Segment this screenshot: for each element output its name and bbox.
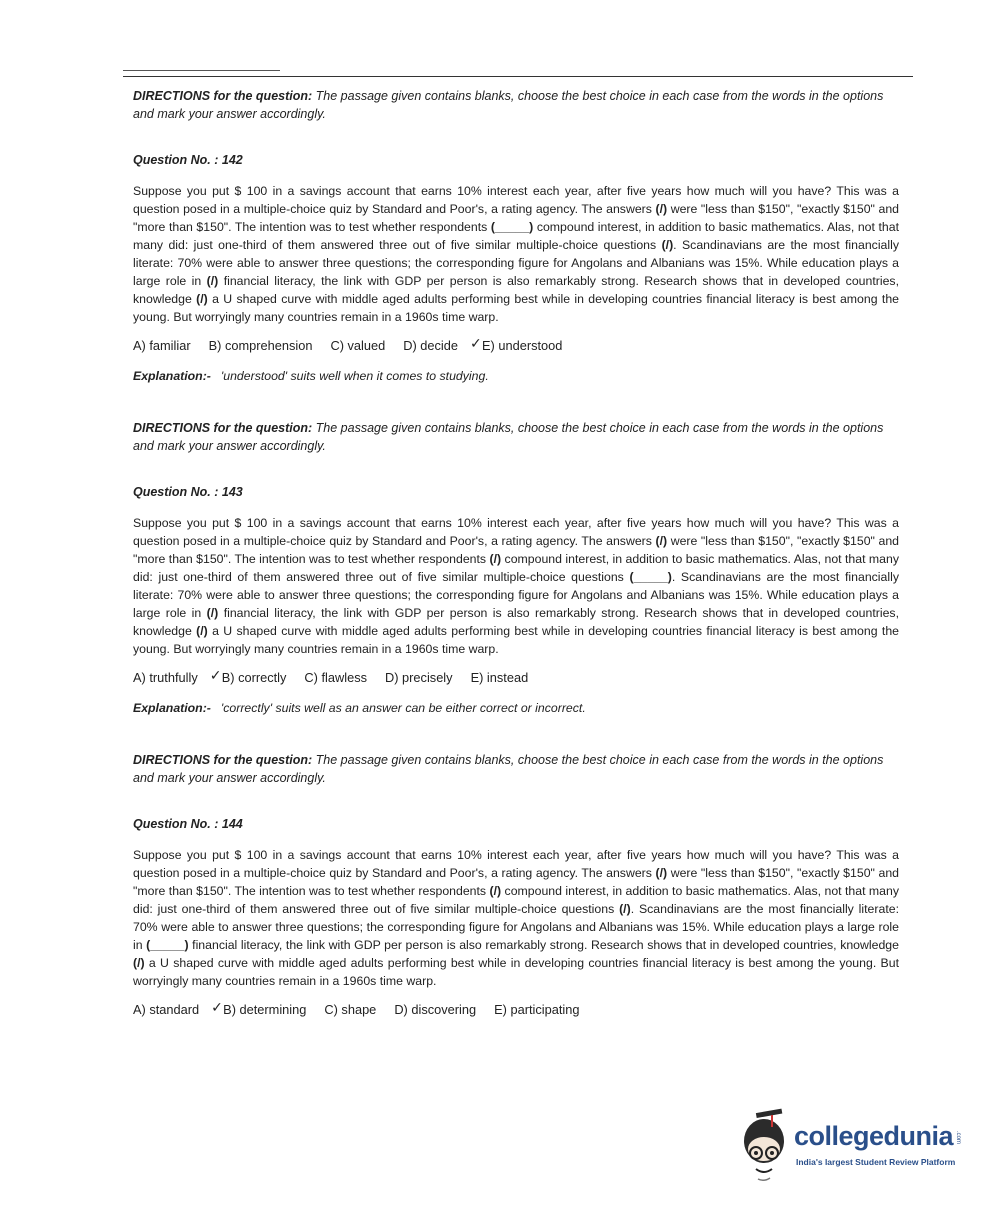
option-label: A) familiar [133,338,191,353]
active-blank: (_____) [146,938,189,952]
answer-option [494,1002,579,1017]
option-label: B) correctly [221,670,287,685]
active-blank: (_____) [629,570,672,584]
answer-option [133,670,198,685]
passage-text: were "less than $150", "exactly $150" and "more than $150". The intention was to test whether respondents [133,534,899,566]
passage-text: a U shaped curve with middle aged adults performing best while in developing countries financial literacy is best among the young. But worryingly many countries remain in a 1960s time warp. [133,956,899,988]
question-block [133,419,899,715]
logo-wordmark: collegedunia [794,1121,954,1151]
answer-options [133,667,899,685]
passage-text: a U shaped curve with middle aged adults performing best while in developing countries financial literacy is best among the young. But worryingly many countries remain in a 1960s time warp. [133,624,899,656]
question-list [133,87,899,1017]
passage-text: . Scandinavians are the most financially literate: 70% were able to answer three questions; the corresponding figure for Angolans and Albanians was 15%. While education plays a large role in [133,570,899,620]
passage-text: financial literacy, the link with GDP per person is also remarkably strong. Research shows that in developed countries, knowledge [188,938,899,952]
answer-option [394,1002,476,1017]
passage-text: were "less than $150", "exactly $150" and "more than $150". The intention was to test whether respondents [133,202,899,234]
blank-marker: (/) [206,606,219,620]
blank-marker: (/) [196,624,208,638]
blank-marker: (/) [196,292,208,306]
question-passage [133,846,899,990]
option-label: B) determining [223,1002,307,1017]
passage-text: a U shaped curve with middle aged adults performing best while in developing countries financial literacy is best among the young. But worryingly many countries remain in a 1960s time warp. [133,292,899,324]
answer-option [133,338,191,353]
passage-text: Suppose you put $ 100 in a savings account that earns 10% interest each year, after five years how much will you have? This was a question posed in a multiple-choice quiz by Standard and Poor's, a rating agency. The answers [133,184,899,216]
blank-marker: (/) [133,956,145,970]
question-number: Question No. : 143 [133,485,243,499]
correct-option [209,667,287,685]
correct-option [211,999,307,1017]
passage-text: compound interest, in addition to basic mathematics. Alas, not that many did: just one-third of them answered three out of five similar multiple-choice questions [133,552,900,584]
directions-label: DIRECTIONS for the question: [133,421,313,435]
option-label: B) comprehension [208,338,313,353]
passage-text: . Scandinavians are the most financially literate: 70% were able to answer three questions; the corresponding figure for Angolans and Albanians was 15%. While education plays a large role in [133,238,900,288]
blank-marker: (/) [206,274,219,288]
passage-text: compound interest, in addition to basic mathematics. Alas, not that many did: just one-third of them answered three out of five similar multiple-choice questions [133,884,900,916]
option-label: C) flawless [304,670,367,685]
mascot-icon [738,1107,798,1187]
blank-marker: (/) [655,534,668,548]
directions-body: The passage given contains blanks, choose the best choice in each case from the words in the options and mark your answer accordingly. [133,89,884,121]
answer-option [385,670,453,685]
cut-off-text-line [133,1106,693,1112]
directions-body: The passage given contains blanks, choose the best choice in each case from the words in the options and mark your answer accordingly. [133,753,884,785]
passage-text: compound interest, in addition to basic mathematics. Alas, not that many did: just one-third of them answered three out of five similar multiple-choice questions [133,220,900,252]
passage-text: Suppose you put $ 100 in a savings account that earns 10% interest each year, after five years how much will you have? This was a question posed in a multiple-choice quiz by Standard and Poor's, a rating agency. The answers [133,848,899,880]
option-label: D) decide [403,338,459,353]
option-label: C) shape [324,1002,377,1017]
passage-text: financial literacy, the link with GDP per person is also remarkably strong. Research shows that in developed countries, knowledge [133,274,899,306]
answer-options [133,999,899,1017]
explanation-label: Explanation:- [133,701,211,715]
directions-text [133,87,899,123]
answer-options [133,335,899,353]
option-label: A) truthfully [133,670,198,685]
answer-option [133,1002,199,1017]
directions-text [133,751,899,787]
passage-text: were "less than $150", "exactly $150" and "more than $150". The intention was to test whether respondents [133,866,899,898]
collegedunia-logo [738,1107,968,1187]
blank-marker: (/) [661,238,674,252]
blank-marker: (/) [655,866,668,880]
passage-text: financial literacy, the link with GDP per person is also remarkably strong. Research shows that in developed countries, knowledge [133,606,899,638]
explanation-text: 'correctly' suits well as an answer can be either correct or incorrect. [220,701,586,715]
active-blank: (_____) [490,220,534,234]
answer-option [471,670,529,685]
blank-marker: (/) [655,202,668,216]
option-label: D) discovering [394,1002,477,1017]
option-label: E) participating [494,1002,580,1017]
header-rule [123,76,913,77]
explanation [133,701,899,715]
correct-option [470,335,563,353]
passage-text: . Scandinavians are the most financially literate: 70% were able to answer three questions; the corresponding figure for Angolans and Albanians was 15%. While education plays a large role in [133,902,899,952]
question-number: Question No. : 144 [133,817,243,831]
directions-text [133,419,899,455]
checkmark-icon: ✓ [211,999,223,1015]
question-block [133,87,899,383]
directions-body: The passage given contains blanks, choose the best choice in each case from the words in the options and mark your answer accordingly. [133,421,884,453]
option-label: A) standard [133,1002,200,1017]
question-passage [133,182,899,326]
directions-label: DIRECTIONS for the question: [133,89,313,103]
header-short-rule [123,70,280,71]
passage-text: Suppose you put $ 100 in a savings account that earns 10% interest each year, after five years how much will you have? This was a question posed in a multiple-choice quiz by Standard and Poor's, a rating agency. The answers [133,516,899,548]
explanation-text: 'understood' suits well when it comes to studying. [220,369,489,383]
logo-tagline: India's largest Student Review Platform [796,1157,956,1167]
option-label: D) precisely [385,670,453,685]
blank-marker: (/) [619,902,631,916]
answer-option [209,338,313,353]
option-label: E) understood [482,338,563,353]
option-label: C) valued [330,338,386,353]
checkmark-icon: ✓ [209,667,222,683]
blank-marker: (/) [489,552,502,566]
logo-domain-suffix: .com [955,1131,961,1145]
directions-label: DIRECTIONS for the question: [133,753,313,767]
answer-option [330,338,385,353]
explanation-label: Explanation:- [133,369,211,383]
question-number: Question No. : 142 [133,153,243,167]
checkmark-icon: ✓ [470,335,482,351]
question-block [133,751,899,1017]
answer-option [403,338,458,353]
answer-option [304,670,367,685]
blank-marker: (/) [489,884,502,898]
question-passage [133,514,899,658]
answer-option [324,1002,376,1017]
explanation [133,369,899,383]
option-label: E) instead [470,670,529,685]
